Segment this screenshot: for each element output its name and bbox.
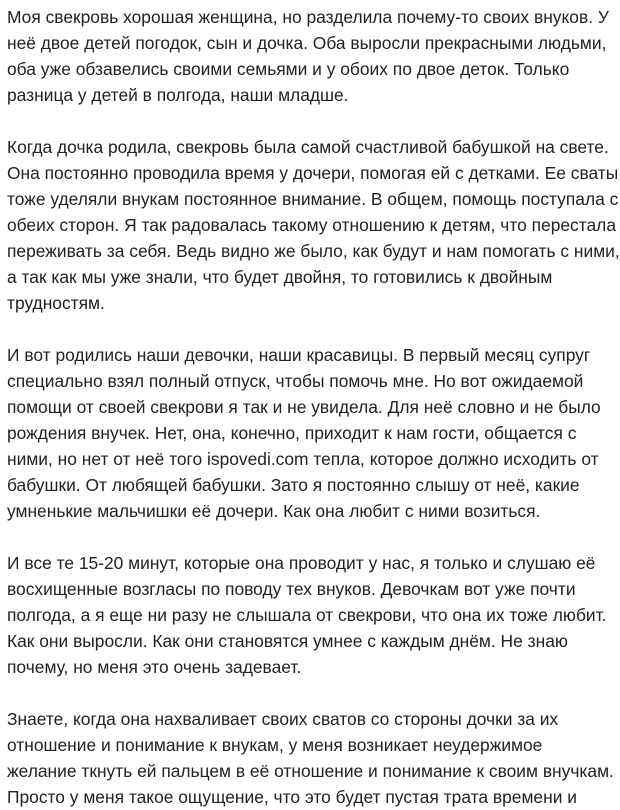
text-line: полгода, а я еще ни разу не слышала от свекрови, что она их тоже любит. bbox=[7, 605, 607, 625]
article-paragraph-4 bbox=[7, 550, 618, 680]
text-line: трудностям. bbox=[7, 293, 105, 313]
text-line: желание ткнуть ей пальцем в её отношение и понимание к своим внучкам. bbox=[7, 761, 614, 781]
article-paragraph-1 bbox=[7, 4, 618, 108]
text-line: а так как мы уже знали, что будет двойня, то готовились к двойным bbox=[7, 267, 553, 287]
text-line: рождения внучек. Нет, она, конечно, приходит к нам гости, общается с bbox=[7, 423, 577, 443]
text-line: ними, но нет от неё того ispovedi.com тепла, которое должно исходить от bbox=[7, 449, 599, 469]
text-line: отношение и понимание к внукам, у меня возникает неудержимое bbox=[7, 735, 543, 755]
article-paragraph-3 bbox=[7, 342, 618, 524]
text-line: И все те 15-20 минут, которые она проводит у нас, я только и слушаю её bbox=[7, 553, 596, 573]
text-line: Она постоянно проводила время у дочери, помогая ей с детками. Ее сваты bbox=[7, 163, 619, 183]
text-line: Моя свекровь хорошая женщина, но разделила почему-то своих внуков. У bbox=[7, 7, 609, 27]
text-line: Как они выросли. Как они становятся умнее с каждым днём. Не знаю bbox=[7, 631, 568, 651]
text-line: восхищенные возгласы по поводу тех внуков. Девочкам вот уже почти bbox=[7, 579, 576, 599]
text-line: Когда дочка родила, свекровь была самой счастливой бабушкой на свете. bbox=[7, 137, 609, 157]
text-line: оба уже обзавелись своими семьями и у обоих по двое деток. Только bbox=[7, 59, 570, 79]
text-line: Просто у меня такое ощущение, что это будет пустая трата времени и bbox=[7, 787, 577, 807]
text-line: переживать за себя. Ведь видно же было, как будут и нам помогать с ними, bbox=[7, 241, 620, 261]
text-line: специально взял полный отпуск, чтобы помочь мне. Но вот ожидаемой bbox=[7, 371, 584, 391]
text-line: тоже уделяли внукам постоянное внимание. В общем, помощь поступала с bbox=[7, 189, 619, 209]
text-line: почему, но меня это очень задевает. bbox=[7, 657, 302, 677]
text-line: разница у детей в полгода, наши младше. bbox=[7, 85, 349, 105]
text-line: Знаете, когда она нахваливает своих сватов со стороны дочки за их bbox=[7, 709, 559, 729]
text-line: обеих сторон. Я так радовалась такому отношению к детям, что перестала bbox=[7, 215, 617, 235]
text-line: бабушки. От любящей бабушки. Зато я постоянно слышу от неё, какие bbox=[7, 475, 580, 495]
article-paragraph-2 bbox=[7, 134, 618, 316]
text-line: И вот родились наши девочки, наши красавицы. В первый месяц супруг bbox=[7, 345, 591, 365]
text-line: неё двое детей погодок, сын и дочка. Оба выросли прекрасными людьми, bbox=[7, 33, 607, 53]
text-line: умненькие мальчишки её дочери. Как она любит с ними возиться. bbox=[7, 501, 541, 521]
text-line: помощи от своей свекрови я так и не увидела. Для неё словно и не было bbox=[7, 397, 601, 417]
article-paragraph-5 bbox=[7, 706, 618, 810]
